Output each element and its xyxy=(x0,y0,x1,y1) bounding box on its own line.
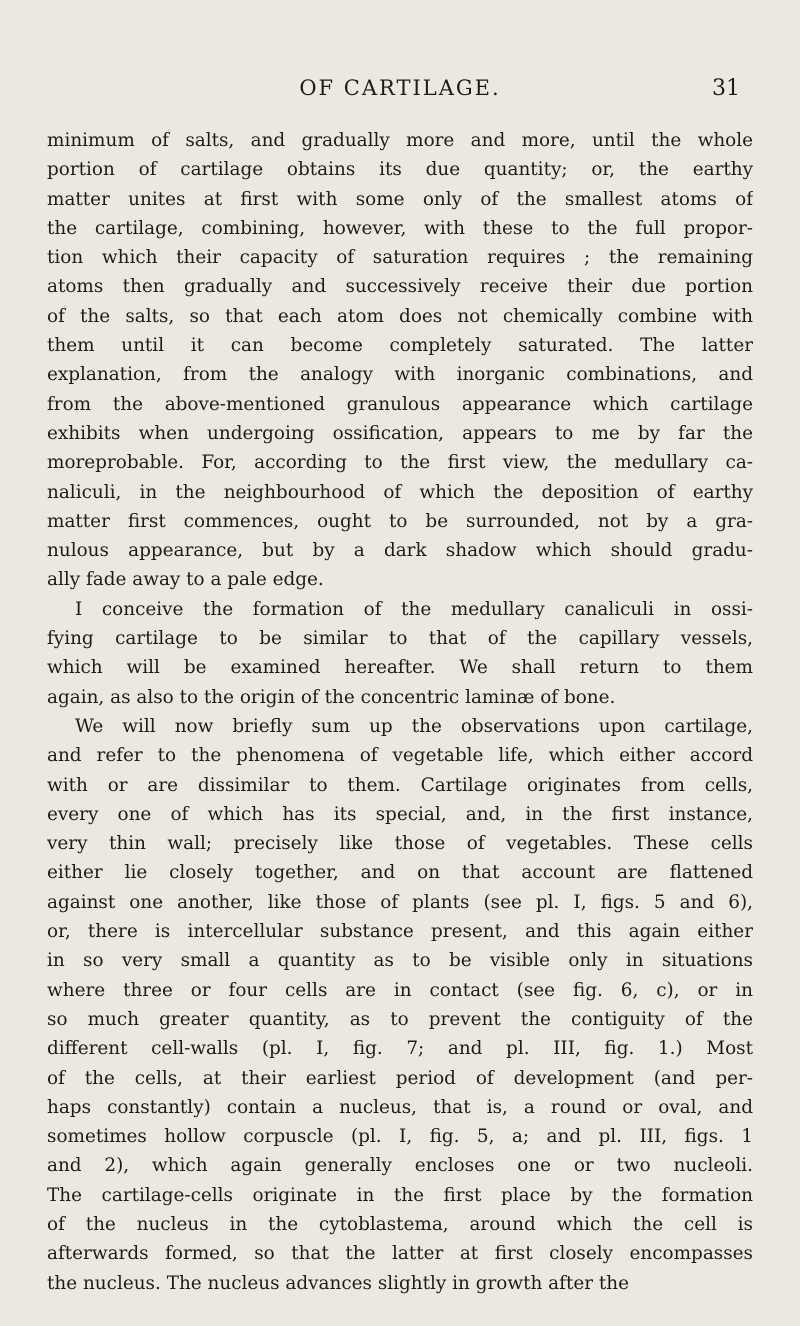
text-line: We will now briefly sum up the observations upon cartilage, xyxy=(75,715,753,737)
text-line: the nucleus. The nucleus advances slightly in growth after the xyxy=(47,1272,629,1294)
text-line: atoms then gradually and successively receive their due portion xyxy=(47,276,753,298)
text-line: naliculi, in the neighbourhood of which the deposition of earthy xyxy=(47,481,753,503)
body-text xyxy=(47,126,753,1298)
text-line: matter unites at first with some only of the smallest atoms of xyxy=(47,188,753,210)
text-line: every one of which has its special, and, in the first instance, xyxy=(47,803,753,825)
text-line: haps constantly) contain a nucleus, that is, a round or oval, and xyxy=(47,1096,753,1118)
text-line: sometimes hollow corpuscle (pl. I, fig. 5, a; and pl. III, figs. 1 xyxy=(47,1126,753,1148)
text-line: exhibits when undergoing ossification, appears to me by far the xyxy=(47,422,753,444)
text-line: different cell-walls (pl. I, fig. 7; and pl. III, fig. 1.) Most xyxy=(47,1038,753,1060)
text-line: nulous appearance, but by a dark shadow which should gradu- xyxy=(47,540,753,562)
text-line: of the salts, so that each atom does not chemically combine with xyxy=(47,305,753,327)
text-line: again, as also to the origin of the concentric laminæ of bone. xyxy=(47,686,616,708)
text-line: which will be examined hereafter. We shall return to them xyxy=(47,657,753,679)
text-line: explanation, from the analogy with inorganic combinations, and xyxy=(47,364,753,386)
running-title: OF CARTILAGE. xyxy=(299,76,501,100)
text-line: ally fade away to a pale edge. xyxy=(47,569,324,591)
text-line: portion of cartilage obtains its due quantity; or, the earthy xyxy=(47,159,753,181)
page-number: 31 xyxy=(712,76,740,101)
text-line: afterwards formed, so that the latter at first closely encompasses xyxy=(47,1243,753,1265)
text-line: the cartilage, combining, however, with these to the full propor- xyxy=(47,217,753,239)
text-line: matter first commences, ought to be surrounded, not by a gra- xyxy=(47,510,753,532)
running-head xyxy=(60,76,740,106)
text-line: moreprobable. For, according to the first view, the medullary ca- xyxy=(47,452,753,474)
text-line: of the cells, at their earliest period of development (and per- xyxy=(47,1067,753,1089)
text-line: in so very small a quantity as to be visible only in situations xyxy=(47,950,753,972)
text-line: and refer to the phenomena of vegetable life, which either accord xyxy=(47,745,753,767)
text-line: them until it can become completely saturated. The latter xyxy=(47,335,753,357)
text-line: from the above-mentioned granulous appearance which cartilage xyxy=(47,393,753,415)
text-line: and 2), which again generally encloses one or two nucleoli. xyxy=(47,1155,753,1177)
text-line: so much greater quantity, as to prevent the contiguity of the xyxy=(47,1008,753,1030)
text-line: very thin wall; precisely like those of vegetables. These cells xyxy=(47,833,753,855)
text-line: against one another, like those of plants (see pl. I, figs. 5 and 6), xyxy=(47,891,753,913)
text-line: The cartilage-cells originate in the first place by the formation xyxy=(47,1184,753,1206)
text-line: I conceive the formation of the medullary canaliculi in ossi- xyxy=(75,598,753,620)
text-line: minimum of salts, and gradually more and more, until the whole xyxy=(47,130,753,151)
text-line: tion which their capacity of saturation requires ; the remaining xyxy=(47,247,753,269)
text-line: with or are dissimilar to them. Cartilage originates from cells, xyxy=(47,774,753,796)
text-line: of the nucleus in the cytoblastema, around which the cell is xyxy=(47,1213,753,1235)
text-line: fying cartilage to be similar to that of the capillary vessels, xyxy=(47,628,753,650)
text-line: or, there is intercellular substance present, and this again either xyxy=(47,921,753,943)
text-line: either lie closely together, and on that account are flattened xyxy=(47,862,753,884)
text-line: where three or four cells are in contact (see fig. 6, c), or in xyxy=(47,979,753,1001)
